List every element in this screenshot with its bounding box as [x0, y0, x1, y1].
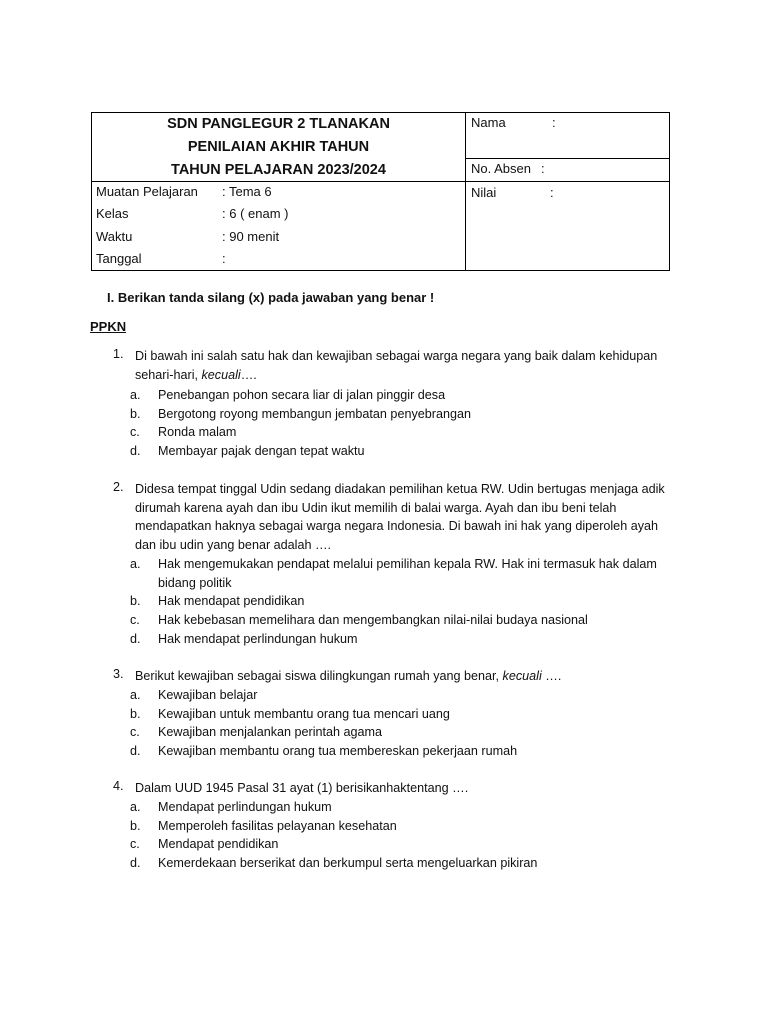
option-d[interactable]: [130, 630, 673, 649]
options-list: [130, 555, 673, 649]
options-list: [130, 798, 537, 873]
stem-italic: kecuali: [502, 669, 542, 683]
field-label: No. Absen: [471, 161, 531, 176]
option-b[interactable]: [130, 405, 471, 424]
option-text: Hak mengemukakan pendapat melalui pemilihan kepala RW. Hak ini termasuk hak dalam bidang politik: [158, 557, 657, 590]
option-letter: a.: [130, 557, 141, 571]
option-c[interactable]: [130, 423, 471, 442]
option-text: Mendapat perlindungan hukum: [158, 800, 332, 814]
option-letter: a.: [130, 688, 141, 702]
question-stem: [135, 347, 675, 384]
stem-italic: kecuali: [201, 367, 241, 382]
option-text: Hak kebebasan memelihara dan mengembangkan nilai-nilai budaya nasional: [158, 613, 588, 628]
option-text: Kewajiban belajar: [158, 688, 258, 702]
option-letter: c.: [130, 725, 140, 740]
info-subject: [96, 181, 272, 203]
option-text: Kemerdekaan berserikat dan berkumpul serta mengeluarkan pikiran: [158, 856, 538, 871]
option-letter: b.: [130, 818, 141, 833]
option-letter: d.: [130, 631, 141, 646]
option-text: Kewajiban menjalankan perintah agama: [158, 725, 383, 740]
info-date: [96, 248, 226, 270]
option-letter: a.: [130, 388, 141, 402]
instruction: I. Berikan tanda silang (x) pada jawaban yang benar !: [107, 290, 435, 305]
info-value: : 90 menit: [222, 229, 280, 244]
question-number: 3.: [113, 667, 124, 681]
field-value: :: [550, 185, 554, 200]
option-b[interactable]: [130, 817, 537, 836]
school-name: SDN PANGLEGUR 2 TLANAKAN: [167, 116, 390, 132]
info-label: Waktu: [96, 229, 133, 244]
field-value: :: [552, 115, 556, 130]
option-text: Membayar pajak dengan tepat waktu: [158, 444, 365, 459]
option-letter: b.: [130, 594, 141, 609]
option-text: Ronda malam: [158, 425, 237, 440]
absence-number-field: [471, 159, 545, 179]
option-a[interactable]: [130, 555, 673, 592]
option-text: Hak mendapat pendidikan: [158, 594, 305, 609]
option-letter: c.: [130, 425, 140, 440]
info-class: [96, 203, 288, 225]
option-letter: d.: [130, 856, 141, 871]
question-stem: [135, 667, 675, 686]
option-d[interactable]: [130, 854, 537, 873]
stem-text: Berikut kewajiban sebagai siswa dilingkungan rumah yang benar,: [135, 669, 500, 683]
option-letter: b.: [130, 706, 141, 721]
option-text: Kewajiban untuk membantu orang tua mencari uang: [158, 706, 450, 721]
score-field: [471, 183, 554, 203]
option-d[interactable]: [130, 442, 471, 461]
question-number: 4.: [113, 779, 124, 793]
option-text: Hak mendapat perlindungan hukum: [158, 631, 358, 646]
option-c[interactable]: [130, 723, 517, 742]
option-b[interactable]: [130, 705, 517, 724]
stem-text: Di bawah ini salah satu hak dan kewajiban sebagai warga negara yang baik dalam kehidupan sehari-hari,: [135, 349, 658, 382]
info-value: : 6 ( enam ): [222, 206, 289, 221]
question-stem: Dalam UUD 1945 Pasal 31 ayat (1) berisikanhaktentang ….: [135, 781, 469, 795]
options-list: [130, 686, 517, 761]
option-c[interactable]: [130, 611, 673, 630]
option-letter: b.: [130, 406, 141, 421]
academic-year: TAHUN PELAJARAN 2023/2024: [171, 162, 386, 178]
info-value: :: [222, 251, 226, 266]
question-stem: Didesa tempat tinggal Udin sedang diadakan pemilihan ketua RW. Udin bertugas menjaga adik dirumah karena ayah dan ibu Udin ikut memilih di balai warga. Ayah dan ibu beni telah mendapatkan haknya sebagai warga negara Indonesia. Di bawah ini hak yang diperoleh ayah dan ibu udin yang benar adalah ….: [135, 482, 665, 553]
exam-title: PENILAIAN AKHIR TAHUN: [187, 139, 370, 155]
info-value: : Tema 6: [222, 184, 272, 199]
option-text: Memperoleh fasilitas pelayanan kesehatan: [158, 818, 397, 833]
stem-end: ….: [240, 367, 257, 382]
header-table: [91, 112, 670, 271]
info-time: [96, 226, 279, 248]
info-label: Tanggal: [96, 251, 142, 266]
option-a[interactable]: [130, 386, 471, 405]
name-field: [471, 113, 556, 133]
question-number: 1.: [113, 347, 124, 361]
option-letter: c.: [130, 613, 140, 628]
info-label: Muatan Pelajaran: [96, 184, 198, 199]
field-label: Nama: [471, 115, 506, 130]
option-c[interactable]: [130, 835, 537, 854]
option-b[interactable]: [130, 592, 673, 611]
stem-end: ….: [545, 669, 562, 683]
section-title: PPKN: [90, 319, 127, 334]
option-a[interactable]: [130, 798, 537, 817]
option-a[interactable]: [130, 686, 517, 705]
option-letter: d.: [130, 744, 141, 759]
options-list: [130, 386, 471, 461]
option-text: Kewajiban membantu orang tua membereskan pekerjaan rumah: [158, 744, 518, 759]
field-value: :: [541, 161, 545, 176]
option-text: Penebangan pohon secara liar di jalan pinggir desa: [158, 388, 446, 402]
option-text: Mendapat pendidikan: [158, 837, 279, 852]
table-divider-vertical: [465, 113, 466, 270]
option-letter: a.: [130, 800, 141, 814]
question-number: 2.: [113, 480, 124, 494]
field-label: Nilai: [471, 185, 497, 200]
option-letter: c.: [130, 837, 140, 852]
option-letter: d.: [130, 444, 141, 459]
option-d[interactable]: [130, 742, 517, 761]
option-text: Bergotong royong membangun jembatan penyebrangan: [158, 406, 471, 421]
info-label: Kelas: [96, 206, 129, 221]
